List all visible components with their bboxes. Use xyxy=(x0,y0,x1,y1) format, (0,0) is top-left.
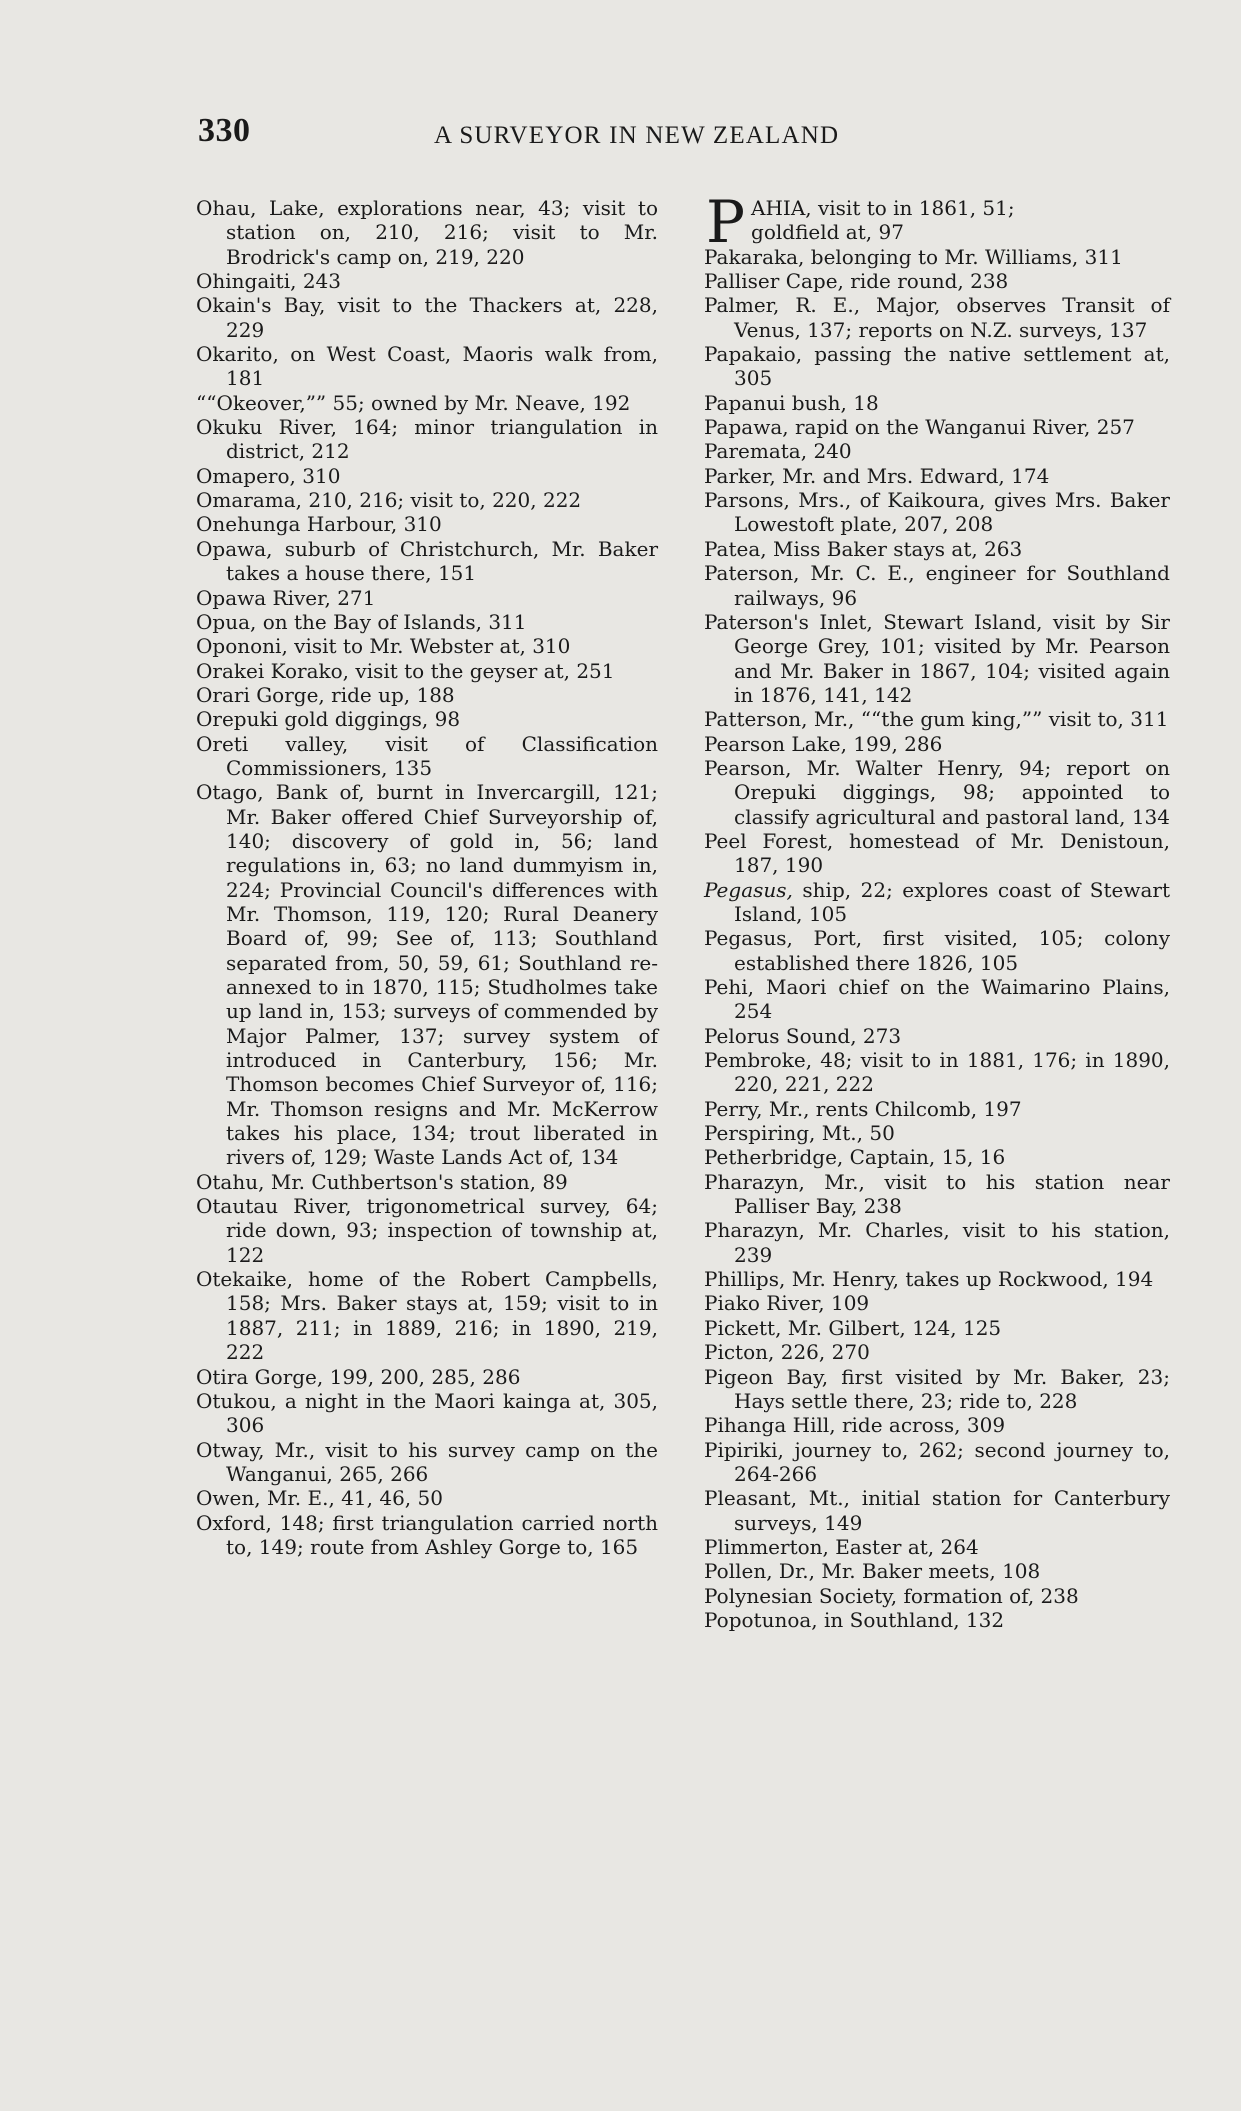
index-entry: Onehunga Harbour, 310 xyxy=(196,512,442,537)
ship-name: Pegasus, xyxy=(704,877,793,902)
index-entry: Pegasus, ship, 22; explores coast of Stewart Island, 105 xyxy=(704,877,1170,926)
index-entry: Parsons, Mrs., of Kaikoura, gives Mrs. Baker Lowestoft plate, 207, 208 xyxy=(704,488,1170,537)
index-entry: Plimmerton, Easter at, 264 xyxy=(704,1534,979,1559)
index-entry: Parker, Mr. and Mrs. Edward, 174 xyxy=(704,463,1050,488)
index-entry: Otway, Mr., visit to his survey camp on the Wanganui, 265, 266 xyxy=(196,1437,658,1486)
drop-cap: P xyxy=(706,188,746,256)
index-entry: Pleasant, Mt., initial station for Canterbury surveys, 149 xyxy=(704,1486,1170,1535)
index-entry: Pollen, Dr., Mr. Baker meets, 108 xyxy=(704,1559,1041,1584)
index-entry: Pigeon Bay, first visited by Mr. Baker, 23; Hays settle there, 23; ride to, 228 xyxy=(704,1364,1170,1413)
index-entry: Perry, Mr., rents Chilcomb, 197 xyxy=(704,1096,1022,1121)
index-entry: Piako River, 109 xyxy=(704,1291,870,1316)
index-entry: Ohau, Lake, explorations near, 43; visit to station on, 210, 216; visit to Mr. Brodrick's camp on, 219, 220 xyxy=(196,196,658,269)
index-entry: Pickett, Mr. Gilbert, 124, 125 xyxy=(704,1315,1002,1340)
entry-first-line: AHIA, visit to in 1861, 51; xyxy=(751,196,1015,220)
index-entry: Opawa River, 271 xyxy=(196,585,376,610)
index-entry: Pearson Lake, 199, 286 xyxy=(704,731,943,756)
page-number: 330 xyxy=(198,112,251,149)
index-entry: Picton, 226, 270 xyxy=(704,1340,870,1365)
running-title: A SURVEYOR IN NEW ZEALAND xyxy=(434,122,840,149)
index-entry: Otukou, a night in the Maori kainga at, 305, 306 xyxy=(196,1388,658,1438)
index-entry: Otekaike, home of the Robert Campbells, 158; Mrs. Baker stays at, 159; visit to in 1887, 211; in 1889, 216; in 1890, 219, 222 xyxy=(196,1267,658,1365)
index-entry: Perspiring, Mt., 50 xyxy=(704,1121,895,1146)
index-entry: Pelorus Sound, 273 xyxy=(704,1023,902,1048)
index-entry: Paterson's Inlet, Stewart Island, visit by Sir George Grey, 101; visited by Mr. Pearson and Mr. Baker in 1867, 104; visited again in 1876, 141, 142 xyxy=(704,609,1170,707)
index-entry: Orakei Korako, visit to the geyser at, 251 xyxy=(196,658,615,683)
index-entry: Opawa, suburb of Christchurch, Mr. Baker takes a house there, 151 xyxy=(196,536,658,586)
index-entry: Omarama, 210, 216; visit to, 220, 222 xyxy=(196,488,582,513)
index-entry: Polynesian Society, formation of, 238 xyxy=(704,1583,1079,1608)
index-entry: Oreti valley, visit of Classification Commissioners, 135 xyxy=(196,731,658,780)
index-entry: Okain's Bay, visit to the Thackers at, 228, 229 xyxy=(196,293,658,342)
index-entry: Owen, Mr. E., 41, 46, 50 xyxy=(196,1486,443,1511)
page-header xyxy=(198,112,958,160)
index-entry: Otautau River, trigonometrical survey, 64; ride down, 93; inspection of township at, 122 xyxy=(196,1194,658,1267)
index-entry: Pharazyn, Mr., visit to his station near Palliser Bay, 238 xyxy=(704,1169,1170,1219)
index-entry: Palmer, R. E., Major, observes Transit of Venus, 137; reports on N.Z. surveys, 137 xyxy=(704,293,1170,342)
index-entry: Papakaio, passing the native settlement at, 305 xyxy=(704,342,1170,391)
index-entry: Orepuki gold diggings, 98 xyxy=(196,707,461,732)
index-entry: Opononi, visit to Mr. Webster at, 310 xyxy=(196,634,571,659)
index-column-left xyxy=(196,196,658,1559)
index-entry: Paterson, Mr. C. E., engineer for Southland railways, 96 xyxy=(704,561,1170,610)
index-entry: Pembroke, 48; visit to in 1881, 176; in 1890, 220, 221, 222 xyxy=(704,1048,1170,1097)
index-entry: Patea, Miss Baker stays at, 263 xyxy=(704,536,1023,561)
index-entry: Otahu, Mr. Cuthbertson's station, 89 xyxy=(196,1169,568,1194)
index-entry xyxy=(704,188,1170,256)
index-entry: Patterson, Mr., ““the gum king,”” visit to, 311 xyxy=(704,707,1169,732)
index-column-right xyxy=(704,188,1170,1632)
index-entry: Oxford, 148; first triangulation carried north to, 149; route from Ashley Gorge to, 165 xyxy=(196,1510,658,1559)
index-entry: Pegasus, Port, first visited, 105; colony established there 1826, 105 xyxy=(704,926,1170,975)
index-entry: Omapero, 310 xyxy=(196,463,341,488)
index-entry: Otira Gorge, 199, 200, 285, 286 xyxy=(196,1364,521,1389)
entry-continuation: goldfield at, 97 xyxy=(751,220,904,245)
index-entry: Pharazyn, Mr. Charles, visit to his station, 239 xyxy=(704,1218,1170,1267)
index-entry: Phillips, Mr. Henry, takes up Rockwood, 194 xyxy=(704,1267,1154,1292)
index-entry: Paremata, 240 xyxy=(704,439,852,464)
index-entry: Pakaraka, belonging to Mr. Williams, 311 xyxy=(704,244,1123,269)
index-entry: Orari Gorge, ride up, 188 xyxy=(196,682,455,707)
index-entry: Palliser Cape, ride round, 238 xyxy=(704,269,1009,294)
index-entry: Papawa, rapid on the Wanganui River, 257 xyxy=(704,415,1135,440)
index-entry: Ohingaiti, 243 xyxy=(196,269,341,294)
index-entry: Peel Forest, homestead of Mr. Denistoun, 187, 190 xyxy=(704,828,1170,878)
index-entry: Papanui bush, 18 xyxy=(704,390,879,415)
index-entry: Petherbridge, Captain, 15, 16 xyxy=(704,1145,1006,1170)
index-entry: Otago, Bank of, burnt in Invercargill, 121; Mr. Baker offered Chief Surveyorship of, 140; discovery of gold in, 56; land regulations in, 63; no land dummyism in, 224; Provincial Council's differences with Mr. Thomson, 119, 120; Rural Deanery Board of, 99; See of, 113; Southland separated from, 50, 59, 61; Southland re-annexed to in 1870, 115; Studholmes take up land in, 153; surveys of commended by Major Palmer, 137; survey system of introduced in Canterbury, 156; Mr. Thomson becomes Chief Surveyor of, 116; Mr. Thomson resigns and Mr. McKerrow takes his place, 134; trout liberated in rivers of, 129; Waste Lands Act of, 134 xyxy=(196,780,658,1170)
index-entry: Pihanga Hill, ride across, 309 xyxy=(704,1413,1006,1438)
index-entry: Okuku River, 164; minor triangulation in district, 212 xyxy=(196,415,658,464)
index-entry: Okarito, on West Coast, Maoris walk from, 181 xyxy=(196,342,658,391)
index-entry: ““Okeover,”” 55; owned by Mr. Neave, 192 xyxy=(196,390,631,415)
index-entry: Pipiriki, journey to, 262; second journey to, 264-266 xyxy=(704,1437,1170,1486)
index-entry: Pearson, Mr. Walter Henry, 94; report on Orepuki diggings, 98; appointed to classify agricultural and pastoral land, 134 xyxy=(704,755,1170,829)
index-entry: Pehi, Maori chief on the Waimarino Plains, 254 xyxy=(704,975,1170,1024)
index-entry: Opua, on the Bay of Islands, 311 xyxy=(196,609,527,634)
index-entry: Popotunoa, in Southland, 132 xyxy=(704,1607,1005,1632)
